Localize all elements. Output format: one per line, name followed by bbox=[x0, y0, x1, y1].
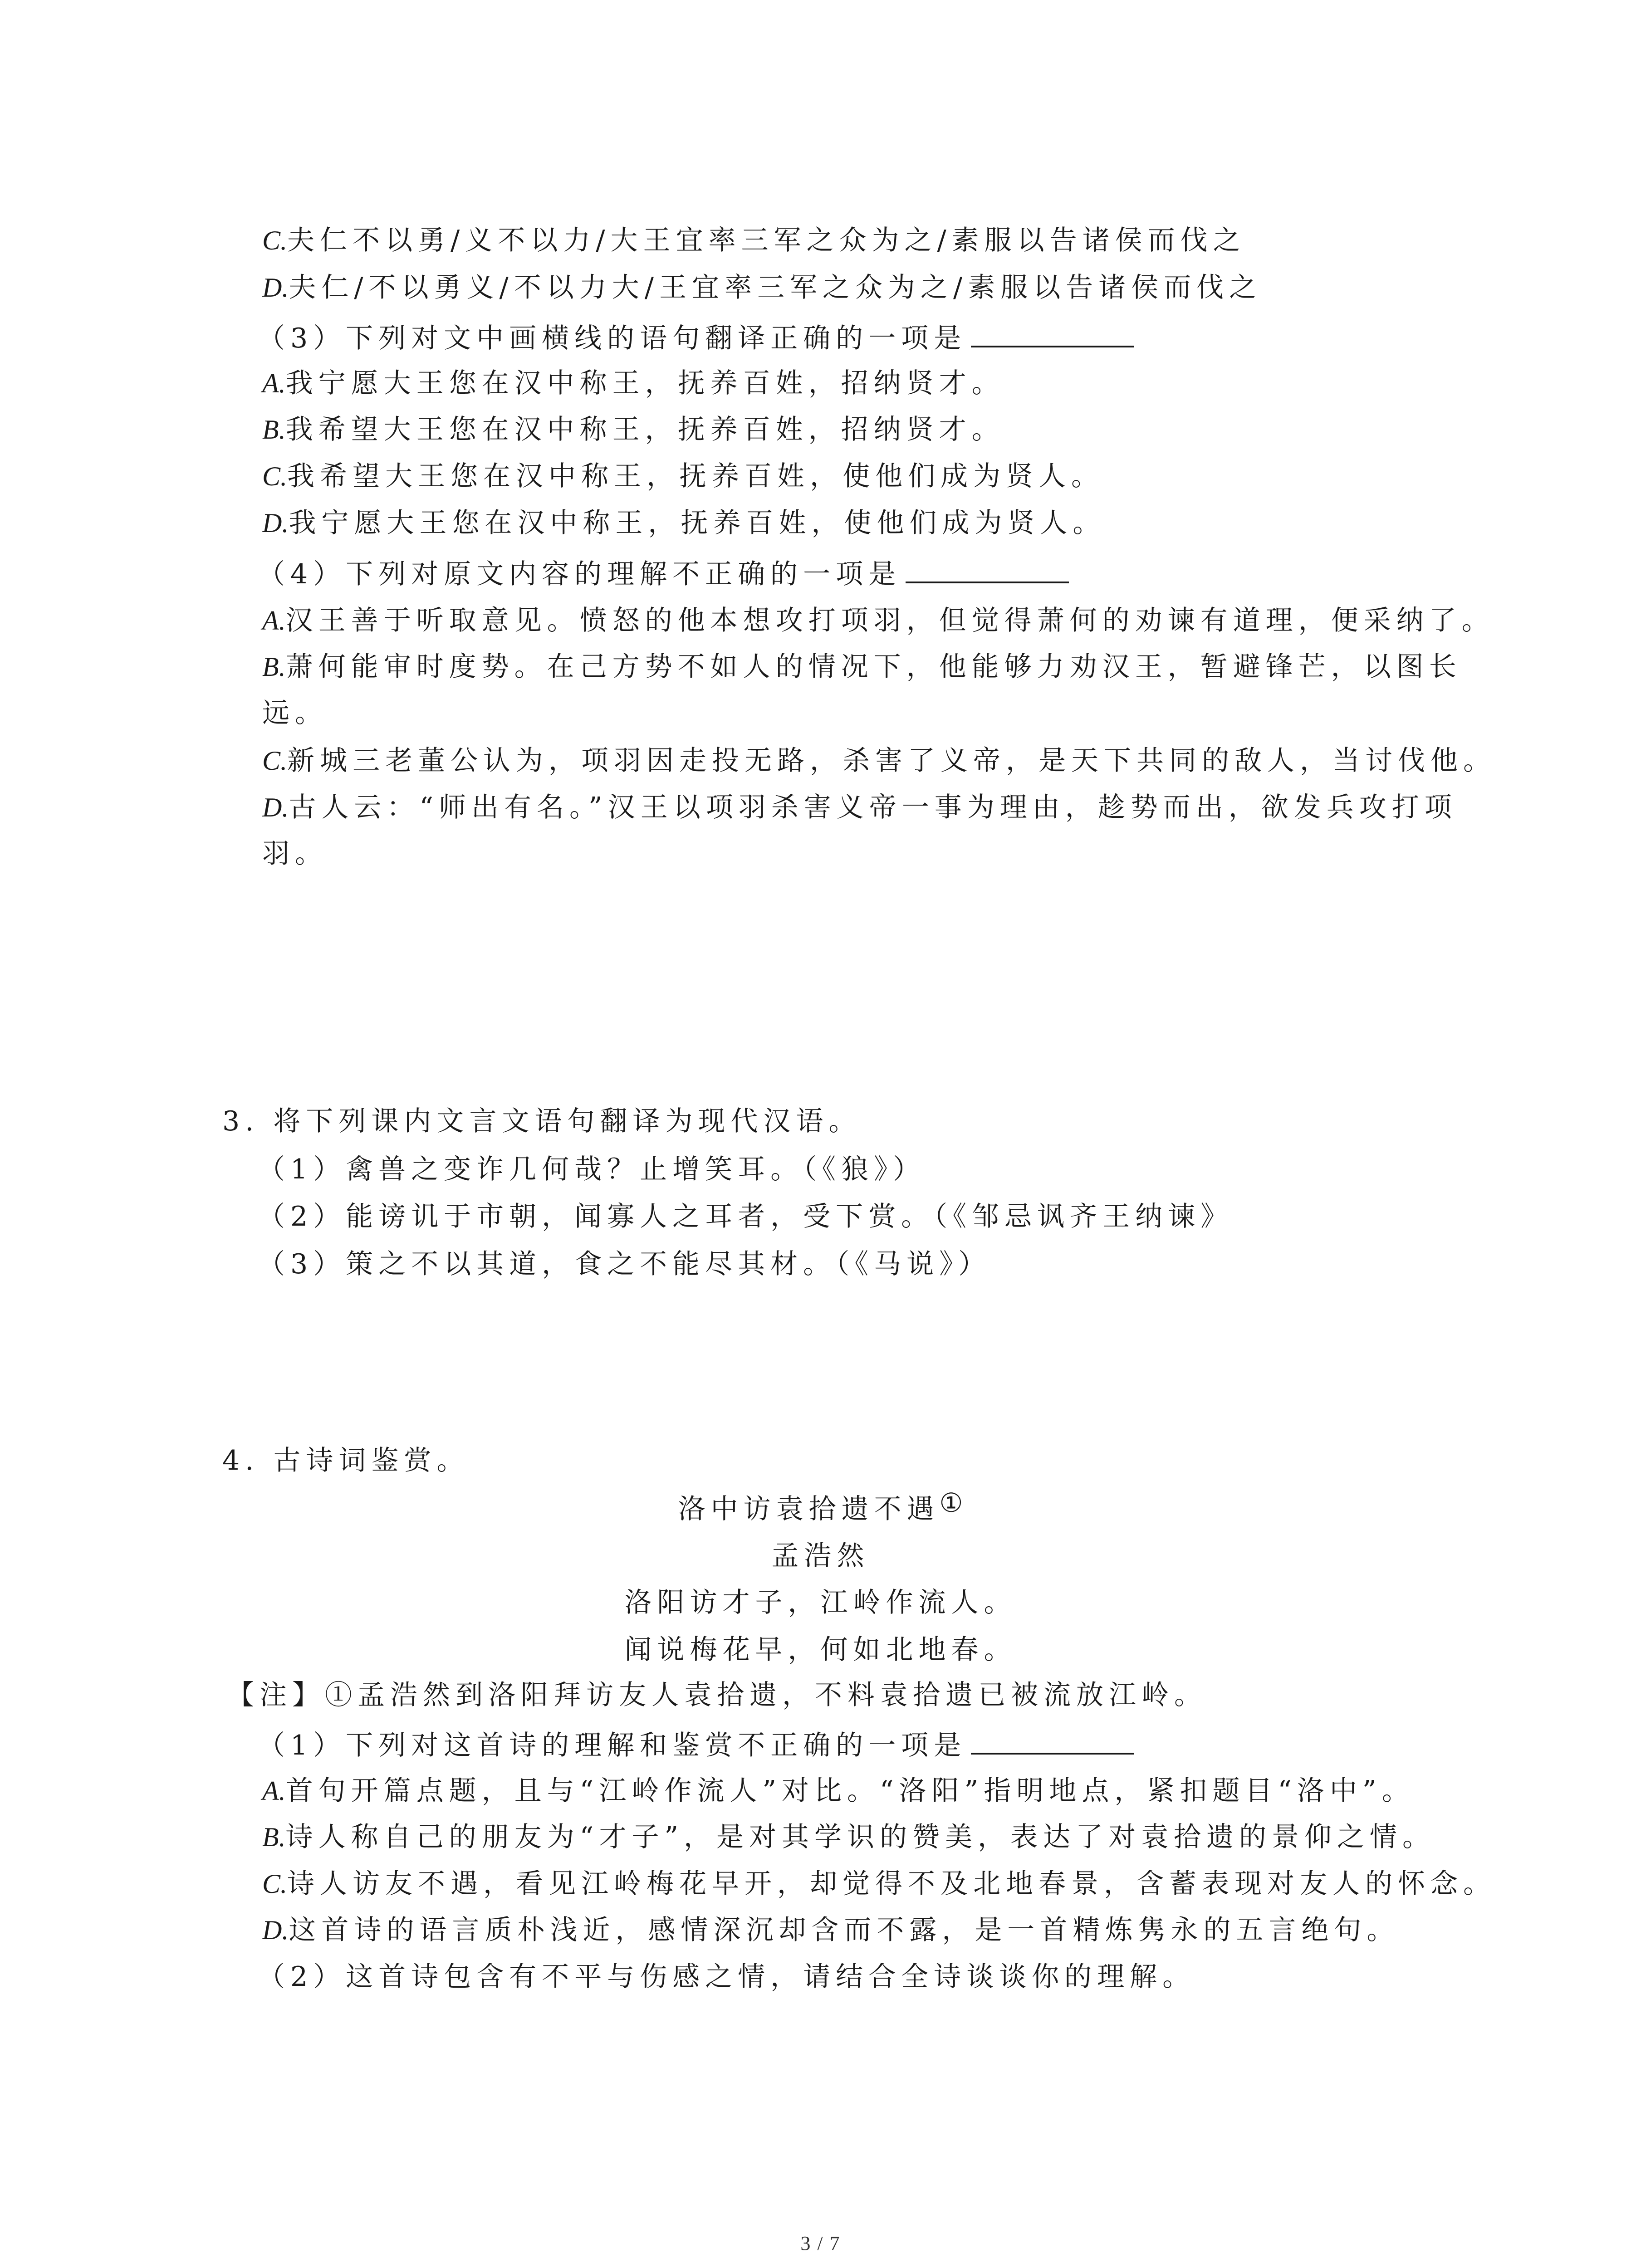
option-text: 我宁愿大王您在汉中称王，抚养百姓，使他们成为贤人。 bbox=[289, 507, 1106, 539]
q4-sub1-option-c bbox=[262, 1866, 1496, 1902]
option-letter: C. bbox=[262, 1869, 288, 1899]
sub3-option-b bbox=[262, 411, 1004, 448]
q4-sub1-option-d bbox=[262, 1912, 1399, 1948]
poem-author: 孟浩然 bbox=[771, 1540, 870, 1572]
option-text: 夫仁/不以勇义/不以力大/王宜率三军之众为之/素服以告诸侯而伐之 bbox=[289, 272, 1262, 303]
poem-author-line bbox=[0, 1538, 1641, 1574]
poem-text: 闻说梅花早，何如北地春。 bbox=[624, 1634, 1017, 1666]
option-text: 我希望大王您在汉中称王，抚养百姓，招纳贤才。 bbox=[285, 414, 1004, 445]
option-letter: C. bbox=[262, 461, 288, 491]
option-letter: A. bbox=[262, 1776, 286, 1806]
sub1-prompt: （1）下列对这首诗的理解和鉴赏不正确的一项是 bbox=[258, 1730, 967, 1761]
option-text-cont: 远。 bbox=[262, 697, 328, 729]
option-letter: C. bbox=[262, 225, 288, 255]
sub3-option-a bbox=[262, 365, 1004, 401]
sub4-prompt-line bbox=[258, 553, 1069, 592]
option-text: 汉王善于听取意见。愤怒的他本想攻打项羽，但觉得萧何的劝谏有道理，便采纳了。 bbox=[285, 605, 1494, 636]
poem-text: 洛阳访才子，江岭作流人。 bbox=[624, 1587, 1017, 1618]
option-text: 首句开篇点题，且与“江岭作流人”对比。“洛阳”指明地点，紧扣题目“洛中”。 bbox=[285, 1775, 1415, 1807]
sub4-option-b-cont bbox=[262, 695, 328, 731]
option-letter: B. bbox=[262, 1822, 286, 1852]
sub4-option-d bbox=[262, 789, 1457, 826]
poem-title: 洛中访袁拾遗不遇 bbox=[678, 1493, 940, 1525]
q4-sub1-prompt-line bbox=[258, 1725, 1134, 1764]
option-d-line bbox=[262, 269, 1262, 306]
option-text: 我希望大王您在汉中称王，抚养百姓，使他们成为贤人。 bbox=[287, 460, 1104, 492]
option-text: 我宁愿大王您在汉中称王，抚养百姓，招纳贤才。 bbox=[285, 367, 1004, 399]
note-text: 【注】①孟浩然到洛阳拜访友人袁拾遗，不料袁拾遗已被流放江岭。 bbox=[227, 1679, 1207, 1711]
option-letter: D. bbox=[262, 792, 289, 822]
question-title: 4. 古诗词鉴赏。 bbox=[222, 1445, 470, 1476]
option-letter: D. bbox=[262, 273, 289, 303]
answer-blank[interactable] bbox=[971, 318, 1134, 347]
footnote-mark: ① bbox=[939, 1487, 963, 1518]
answer-blank[interactable] bbox=[906, 553, 1069, 583]
q4-sub2-prompt bbox=[258, 1959, 1195, 1995]
q4-sub1-option-b bbox=[262, 1819, 1435, 1855]
option-text-cont: 羽。 bbox=[262, 838, 328, 870]
poem-line-2 bbox=[0, 1632, 1641, 1668]
poem-note bbox=[227, 1677, 1207, 1713]
option-text: 这首诗的语言质朴浅近，感情深沉却含而不露，是一首精炼隽永的五言绝句。 bbox=[289, 1914, 1400, 1946]
item-text: （2）能谤讥于市朝，闻寡人之耳者，受下赏。（《邹忌讽齐王纳谏》 bbox=[258, 1201, 1234, 1232]
question-3-item-1 bbox=[258, 1151, 926, 1188]
sub2-prompt: （2）这首诗包含有不平与伤感之情，请结合全诗谈谈你的理解。 bbox=[258, 1961, 1195, 1993]
option-text: 萧何能审时度势。在己方势不如人的情况下，他能够力劝汉王，暂避锋芒，以图长 bbox=[285, 651, 1462, 683]
item-text: （3）策之不以其道，食之不能尽其材。（《马说》） bbox=[258, 1248, 991, 1280]
question-3-item-3 bbox=[258, 1246, 991, 1282]
question-3-item-2 bbox=[258, 1198, 1233, 1235]
option-letter: B. bbox=[262, 415, 286, 445]
option-text: 诗人访友不遇，看见江岭梅花早开，却觉得不及北地春景，含蓄表现对友人的怀念。 bbox=[287, 1868, 1496, 1900]
option-letter: A. bbox=[262, 606, 286, 635]
option-letter: B. bbox=[262, 652, 286, 682]
sub4-option-d-cont bbox=[262, 836, 328, 872]
option-c-line bbox=[262, 222, 1246, 259]
question-3-title bbox=[222, 1103, 861, 1139]
option-letter: A. bbox=[262, 368, 286, 398]
sub4-option-c bbox=[262, 743, 1496, 779]
sub3-option-c bbox=[262, 458, 1104, 494]
poem-line-1 bbox=[0, 1584, 1641, 1621]
sub4-option-a bbox=[262, 602, 1494, 639]
q4-sub1-option-a bbox=[262, 1773, 1415, 1809]
question-title: 3. 将下列课内文言文语句翻译为现代汉语。 bbox=[222, 1105, 862, 1137]
sub3-prompt: （3）下列对文中画横线的语句翻译正确的一项是 bbox=[258, 323, 967, 354]
option-text: 古人云：“师出有名。”汉王以项羽杀害义帝一事为理由，趁势而出，欲发兵攻打项 bbox=[289, 792, 1457, 823]
sub3-prompt-line bbox=[258, 318, 1134, 357]
answer-blank[interactable] bbox=[971, 1725, 1134, 1755]
sub3-option-d bbox=[262, 505, 1105, 541]
option-letter: D. bbox=[262, 1915, 289, 1945]
page-number: 3 / 7 bbox=[800, 2232, 841, 2254]
sub4-prompt: （4）下列对原文内容的理解不正确的一项是 bbox=[258, 558, 901, 590]
poem-title-line bbox=[0, 1487, 1641, 1527]
option-text: 诗人称自己的朋友为“才子”，是对其学识的赞美，表达了对袁拾遗的景仰之情。 bbox=[285, 1821, 1435, 1853]
option-text: 夫仁不以勇/义不以力/大王宜率三军之众为之/素服以告诸侯而伐之 bbox=[287, 225, 1246, 256]
option-text: 新城三老董公认为，项羽因走投无路，杀害了义帝，是天下共同的敌人，当讨伐他。 bbox=[287, 745, 1496, 777]
option-letter: D. bbox=[262, 508, 289, 538]
question-4-title bbox=[222, 1442, 469, 1479]
sub4-option-b bbox=[262, 649, 1462, 685]
option-letter: C. bbox=[262, 746, 288, 776]
item-text: （1）禽兽之变诈几何哉？止增笑耳。（《狼》） bbox=[258, 1154, 926, 1185]
